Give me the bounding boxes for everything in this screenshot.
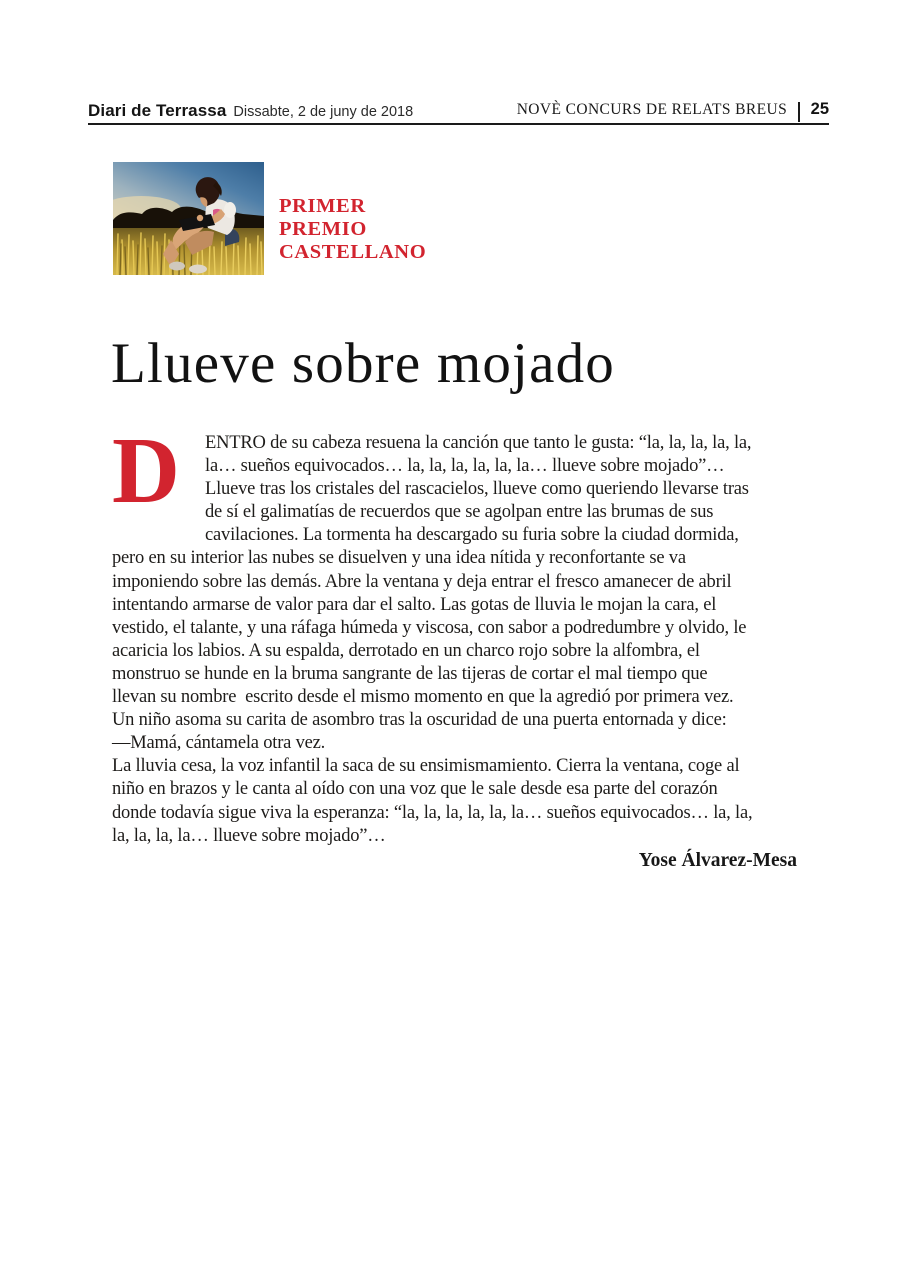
kicker-line: PRIMER — [279, 195, 366, 217]
paper-date: Dissabte, 2 de juny de 2018 — [233, 104, 414, 120]
article-line: La lluvia cesa, la voz infantil la saca de su ensimismamiento. Cierra la ventana, coge al — [112, 756, 740, 777]
article-line: ENTRO de su cabeza resuena la canción que tanto le gusta: “la, la, la, la, la, — [205, 433, 752, 453]
dropcap-box — [112, 419, 205, 544]
article-line: —Mamá, cántamela otra vez. — [112, 733, 326, 754]
article-line: Un niño asoma su carita de asombro tras la oscuridad de una puerta entornada y dice: — [112, 710, 727, 731]
article-line: acaricia los labios. A su espalda, derrotado en un charco rojo sobre la alfombra, el — [112, 640, 700, 661]
masthead-left — [88, 101, 413, 121]
article-line: imponiendo sobre las demás. Abre la ventana y deja entrar el fresco amanecer de abril — [112, 571, 732, 592]
article-body-lines — [112, 432, 807, 848]
photo-illustration — [113, 162, 264, 275]
article-line: la, la, la, la… llueve sobre mojado”… — [112, 825, 386, 846]
masthead-right — [517, 100, 829, 122]
section-title: NOVÈ CONCURS DE RELATS BREUS — [516, 101, 788, 118]
article-line: pero en su interior las nubes se disuelven y una idea nítida y reconfortante se va — [112, 548, 686, 569]
article-photo — [113, 162, 264, 275]
article-line: donde todavía sigue viva la esperanza: “la, la, la, la, la, la… sueños equivocados… la, la, — [112, 802, 753, 823]
article-line: intentando armarse de valor para dar el salto. Las gotas de lluvia le mojan la cara, el — [112, 594, 717, 615]
kicker-line: PREMIO — [279, 218, 367, 240]
paper-name: Diari de Terrassa — [88, 101, 227, 120]
header-rule — [88, 123, 829, 125]
kicker — [279, 195, 426, 264]
article-line: la… sueños equivocados… la, la, la, la, la, la… llueve sobre mojado”… — [205, 456, 725, 477]
dropcap-letter: D — [112, 419, 180, 523]
article-line: Llueve tras los cristales del rascacielos, llueve como queriendo llevarse tras — [205, 479, 749, 500]
article-line: llevan su nombre escrito desde el mismo momento en que la agredió por primera vez. — [112, 687, 734, 708]
article-line: cavilaciones. La tormenta ha descargado su furia sobre la ciudad dormida, — [205, 525, 739, 546]
header-divider — [798, 102, 800, 122]
article-body — [112, 419, 807, 848]
article-line: vestido, el talante, y una ráfaga húmeda y viscosa, con sabor a podredumbre y olvido, le — [112, 617, 747, 638]
article-title: Llueve sobre mojado — [111, 332, 615, 395]
article-line: de sí el galimatías de recuerdos que se agolpan entre las brumas de sus — [205, 502, 714, 523]
page-number: 25 — [810, 100, 829, 118]
article-line: niño en brazos y le canta al oído con una voz que le sale desde esa parte del corazón — [112, 779, 718, 800]
article-author: Yose Álvarez-Mesa — [638, 850, 797, 871]
kicker-line: CASTELLANO — [279, 241, 427, 263]
article-line: monstruo se hunde en la bruma sangrante de las tijeras de cortar el mal tiempo que — [112, 663, 708, 684]
